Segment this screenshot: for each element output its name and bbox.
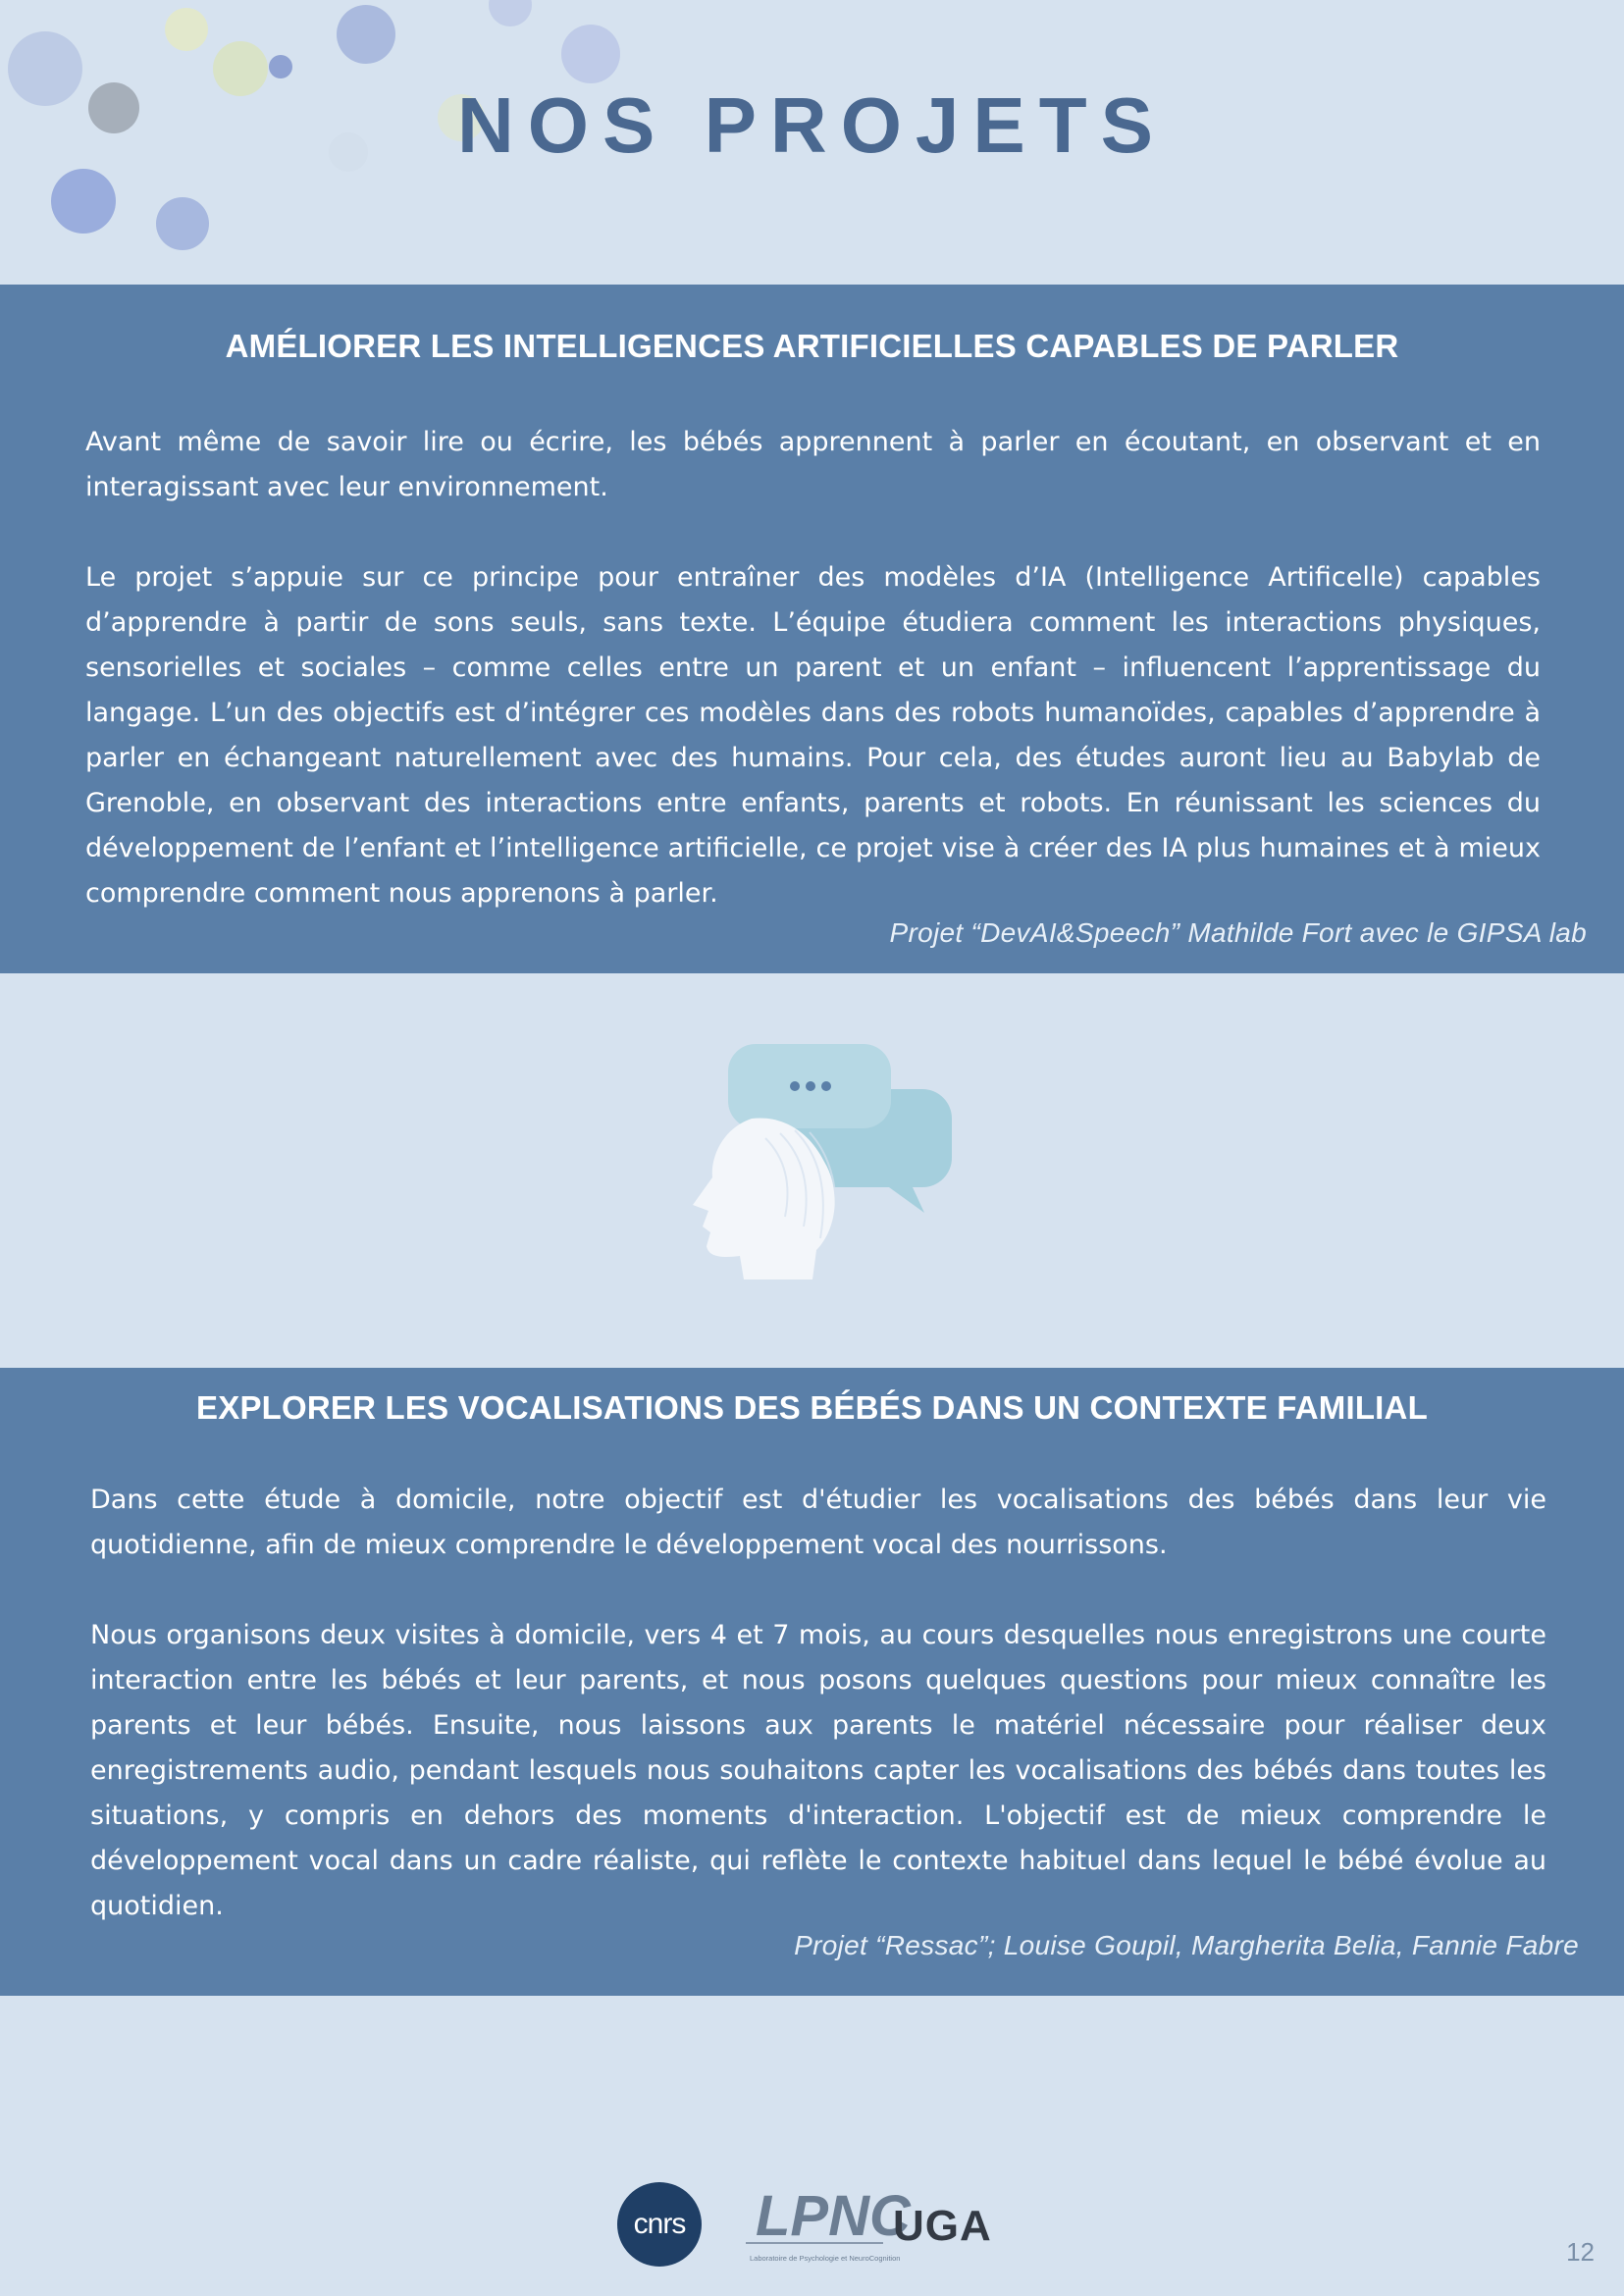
page-title: NOS PROJETS xyxy=(456,81,1168,169)
project-credit: Projet “Ressac”; Louise Goupil, Margherita Belia, Fannie Fabre xyxy=(794,1930,1579,1960)
cnrs-logo: cnrs xyxy=(617,2182,702,2267)
project-credit: Projet “DevAI&Speech” Mathilde Fort avec le GIPSA lab xyxy=(889,917,1587,948)
project-description xyxy=(85,420,1541,916)
partner-logos xyxy=(613,2176,1025,2274)
uga-logo-text: UGA xyxy=(893,2202,992,2250)
lpnc-logo-text: LPNC xyxy=(756,2184,911,2248)
page-number: 12 xyxy=(1566,2237,1595,2267)
lpnc-logo-caption: Laboratoire de Psychologie et NeuroCognition xyxy=(750,2254,901,2263)
project-panel xyxy=(0,285,1624,973)
head-speech-bubbles-icon xyxy=(657,1040,971,1305)
project-panel xyxy=(0,1368,1624,1996)
uga-logo xyxy=(893,2202,992,2251)
lpnc-logo xyxy=(746,2176,911,2274)
project-paragraph: Nous organisons deux visites à domicile, vers 4 et 7 mois, au cours desquelles nous enregistrons une courte interaction entre les bébés et leur parents, et nous posons quelques questions pour mieux connaître les parents et leur bébés. Ensuite, nous laissons aux parents le matériel nécessaire pour réaliser deux enregistrements audio, pendant lesquels nous souhaitons capter les vocalisations des bébés dans toutes les situations, y compris en dehors des moments d'interaction. L'objectif est de mieux comprendre le développement vocal dans un cadre réaliste, qui reflète le contexte habituel dans lequel le bébé évolue au quotidien. xyxy=(90,1620,1546,1921)
project-paragraph: Dans cette étude à domicile, notre objectif est d'étudier les vocalisations des bébés dans leur vie quotidienne, afin de mieux comprendre le développement vocal des nourrissons. xyxy=(90,1485,1546,1560)
project-paragraph: Le projet s’appuie sur ce principe pour entraîner des modèles d’IA (Intelligence Artificelle) capables d’apprendre à partir de sons seuls, sans texte. L’équipe étudiera comment les interactions physiques, sensorielles et sociales – comme celles entre un parent et un enfant – influencent l’apprentissage du langage. L’un des objectifs est d’intégrer ces modèles dans des robots humanoïdes, capables d’apprendre à parler en échangeant naturellement avec des humains. Pour cela, des études auront lieu au Babylab de Grenoble, en observant des interactions entre enfants, parents et robots. En réunissant les sciences du développement de l’enfant et l’intelligence artificielle, ce projet vise à créer des IA plus humaines et à mieux comprendre comment nous apprenons à parler. xyxy=(85,562,1541,909)
project-title: EXPLORER LES VOCALISATIONS DES BÉBÉS DANS UN CONTEXTE FAMILIAL xyxy=(196,1389,1428,1426)
project-title: AMÉLIORER LES INTELLIGENCES ARTIFICIELLES CAPABLES DE PARLER xyxy=(225,328,1399,364)
project-paragraph: Avant même de savoir lire ou écrire, les bébés apprennent à parler en écoutant, en observant et en interagissant avec leur environnement. xyxy=(85,427,1541,502)
project-description xyxy=(90,1478,1546,1929)
